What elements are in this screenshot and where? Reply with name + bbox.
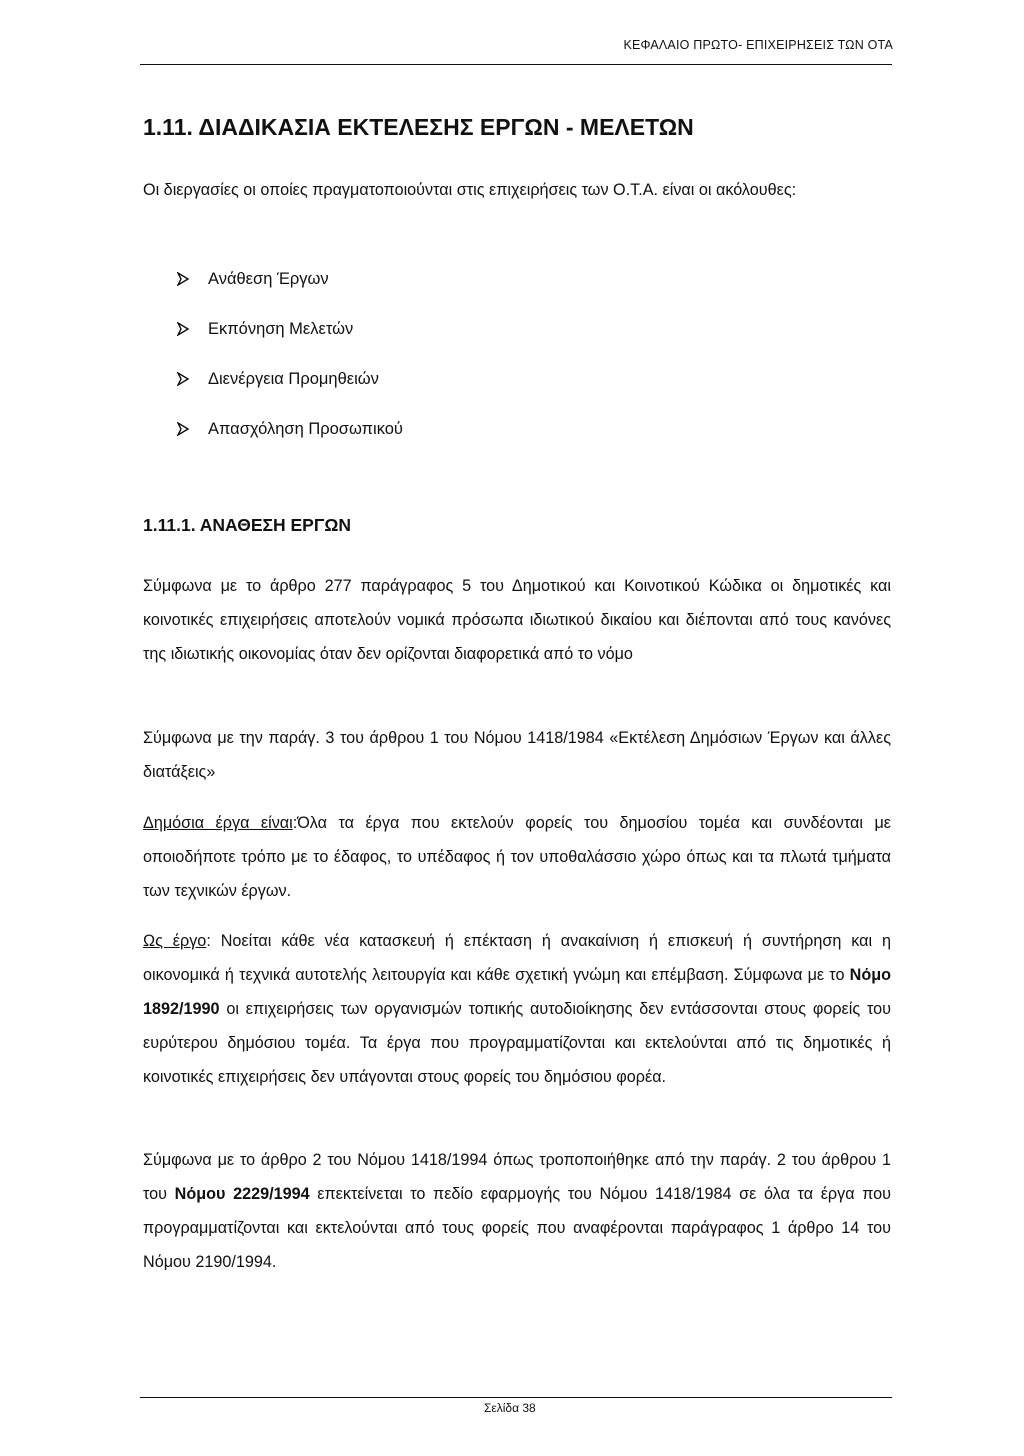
work-text-b: οι επιχειρήσεις των οργανισμών τοπικής αυτοδιοίκησης δεν εντάσσονται στους φορείς του ευρύτερου δημόσιου τομέα. Τα έργα που προγραμματίζονται και εκτελούνται από τις δημοτικές ή κοινοτικές επιχειρήσεις δεν υπάγονται στους φορείς του δημόσιου φορέα. (143, 1000, 891, 1086)
scope-text-b: επεκτείνεται το πεδίο εφαρμογής του Νόμου 1418/1984 σε όλα τα έργα που προγραμματίζονται και εκτελούνται από τους φορείς που αναφέρονται παράγραφος 1 άρθρο 14 του Νόμου 2190/1994. (143, 1185, 891, 1271)
paragraph-scope-extension (143, 1143, 891, 1279)
work-text-a: : Νοείται κάθε νέα κατασκευή ή επέκταση ή ανακαίνιση ή επισκευή ή συντήρηση και η οικονομικά ή τεχνικά αυτοτελής λειτουργία και κάθε σχετική γνώμη και επέμβαση. Σύμφωνα με το (143, 932, 891, 984)
header-rule (140, 64, 892, 65)
list-item-label: Εκπόνηση Μελετών (208, 319, 354, 338)
paragraph-law-reference: Σύμφωνα με την παράγ. 3 του άρθρου 1 του Νόμου 1418/1984 «Εκτέλεση Δημόσιων Έργων και άλλες διατάξεις» (143, 729, 891, 781)
arrow-bullet-icon (177, 372, 189, 386)
footer-rule (140, 1397, 892, 1398)
page-number: Σελίδα 38 (484, 1401, 536, 1415)
list-item (177, 304, 403, 354)
law-1892-reference: Νόμο 1892/1990 (143, 966, 891, 1018)
list-item-label: Απασχόληση Προσωπικού (208, 419, 403, 438)
chapter-title: 1.11. ΔΙΑΔΙΚΑΣΙΑ ΕΚΤΕΛΕΣΗΣ ΕΡΓΩΝ - ΜΕΛΕΤΩΝ (143, 114, 694, 140)
scope-text-a: Σύμφωνα με το άρθρο 2 του Νόμου 1418/1994 όπως τροποποιήθηκε από την παράγ. 2 του άρθρου 1 του (143, 1151, 891, 1203)
arrow-bullet-icon (177, 322, 189, 336)
list-item (177, 354, 403, 404)
arrow-bullet-icon (177, 422, 189, 436)
list-item-label: Διενέργεια Προμηθειών (208, 369, 379, 388)
work-term: Ως έργο (143, 932, 207, 950)
arrow-bullet-icon (177, 272, 189, 286)
running-header: ΚΕΦΑΛΑΙΟ ΠΡΩΤΟ- ΕΠΙΧΕΙΡΗΣΕΙΣ ΤΩΝ ΟΤΑ (623, 38, 893, 52)
paragraph-work-definition (143, 924, 891, 1094)
law-2229-reference: Νόμου 2229/1994 (174, 1185, 310, 1203)
paragraph-legal-status: Σύμφωνα με το άρθρο 277 παράγραφος 5 του Δημοτικού και Κοινοτικού Κώδικα οι δημοτικές και κοινοτικές επιχειρήσεις αποτελούν νομικά πρόσωπα ιδιωτικού δικαίου και διέπονται από τους κανόνες της ιδιωτικής οικονομίας όταν δεν ορίζονται διαφορετικά από το νόμο (143, 577, 891, 663)
process-list (177, 254, 403, 454)
public-works-term: Δημόσια έργα είναι (143, 814, 293, 832)
section-title: 1.11.1. ΑΝΑΘΕΣΗ ΕΡΓΩΝ (143, 515, 352, 535)
intro-paragraph: Οι διεργασίες οι οποίες πραγματοποιούνται στις επιχειρήσεις των Ο.Τ.Α. είναι οι ακόλουθες: (143, 181, 797, 199)
paragraph-public-works-definition (143, 806, 891, 908)
list-item-label: Ανάθεση Έργων (208, 269, 329, 288)
public-works-text: :Όλα τα έργα που εκτελούν φορείς του δημοσίου τομέα και συνδέονται με οποιοδήποτε τρόπο με το έδαφος, το υπέδαφος ή τον υποθαλάσσιο χώρο όπως και τα πλωτά τμήματα των τεχνικών έργων. (143, 814, 891, 900)
list-item (177, 254, 403, 304)
list-item (177, 404, 403, 454)
